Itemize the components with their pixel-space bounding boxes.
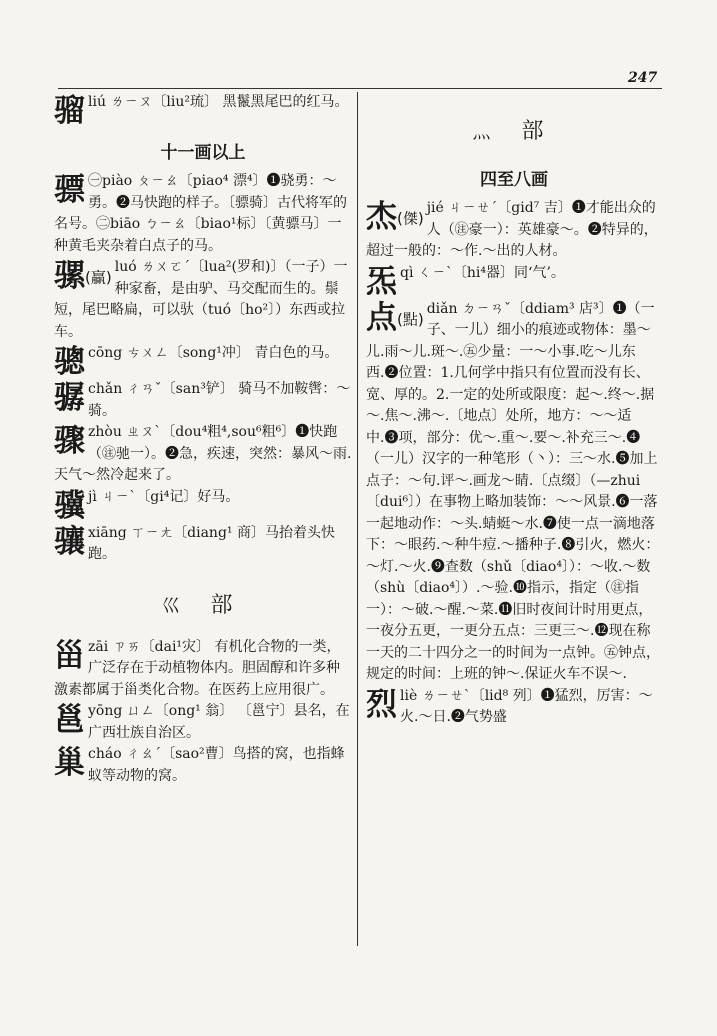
headword-char: 骝: [54, 93, 85, 129]
definition-text: ㊀piào ㄆㄧㄠ〔piao⁴ 漂⁴〕❶骁勇：～勇。❷马快跑的样子。〔骠骑〕古代将军的名号。㊁biāo ㄅㄧㄠ〔biao¹标〕〔黄骠马〕一种黄毛夹杂着白点子的马。: [54, 173, 347, 254]
headword-char: 烈: [366, 686, 397, 723]
dictionary-entry: [366, 263, 662, 299]
headword: [54, 424, 85, 458]
radical-heading-huo: [366, 114, 662, 145]
definition-text: yōng ㄩㄥ〔ong¹ 翁〕 〔邕宁〕县名，在广西壮族自治区。: [88, 703, 350, 741]
headword: [54, 345, 85, 379]
headword: [366, 301, 424, 337]
headword-variant: (點): [397, 310, 424, 328]
headword-variant: (傑): [397, 209, 424, 228]
definition-text: zāi ㄗㄞ〔dai¹灾〕 有机化合物的一类，广泛存在于动植物体内。胆固醇和许多种激素都属于甾类化合物。在医药上应用很广。: [54, 638, 341, 698]
dictionary-entry: [54, 523, 352, 566]
headword-variant: (贏): [85, 268, 112, 287]
dictionary-entry: [54, 487, 352, 523]
headword-char: 点: [366, 299, 397, 336]
headword-char: 炁: [366, 263, 397, 300]
definition-text: cōng ㄘㄨㄥ〔song¹冲〕 青白色的马。: [88, 345, 339, 361]
headword-char: 骡: [54, 258, 85, 294]
headword-char: 骤: [54, 423, 85, 459]
definition-text: jié ㄐㄧㄝˊ〔gid⁷ 吉〕❶才能出众的人（㊟豪一）：英雄豪～。❷特异的，超过一般的：～作.～出的人材。: [366, 200, 658, 259]
headword: [366, 200, 424, 236]
definition-text: diǎn ㄉㄧㄢˇ〔ddiam³ 店³〕❶（一子、一儿）细小的痕迹或物体：墨～儿.雨～儿.斑～.㊄少量：一～小事.吃～儿东西.❷位置：1.几何学中指只有位置而没有长、宽、厚的。2.一定的处所或限度：起～.终～.据～.焦～.沸～.〔地点〕处所，地方：～～适中.❸项，部分：优～.重～.要～.补充三～.❹（一儿）汉字的一种笔形（丶）：三～水.❺加上点子：～句.评～.画龙～睛.〔点缀〕（—zhui〔dui⁶〕）在事物上略加装饰：～～风景.❻一落一起地动作：～头.蜻蜓～水.❼使一点一滴地落下：～眼药.～种牛痘.～播种子.❽引火，燃火：～灯.～火.❾查数（shǔ〔diao⁴〕）：～收.～数（shù〔diao⁴〕）.～验.❿指示，指定（㊟指一）：～破.～醒.～菜.⓫旧时夜间计时用更点，一夜分五更，一更分五点：三更三～.⓬现在称一天的二十四分之一的时间为一点钟。㊄钟点，规定的时间：上班的钟～.保证火车不误～.: [366, 300, 660, 682]
headword: [54, 525, 85, 559]
dictionary-entry: [54, 343, 352, 379]
page-number: 247: [628, 70, 658, 86]
definition-text: chǎn ㄔㄢˇ〔san³铲〕 骑马不加鞍辔：～骑。: [88, 381, 351, 419]
headword: [54, 173, 85, 207]
radical-label: 部: [521, 119, 556, 144]
dictionary-entry: [54, 171, 352, 257]
section-title-four-to-eight-strokes: 四至八画: [480, 170, 548, 190]
headword-char: 甾: [54, 637, 85, 674]
dictionary-entry: [54, 257, 352, 343]
headword-char: 巢: [54, 745, 85, 781]
radical-label: 部: [210, 592, 245, 618]
section-title-eleven-strokes: 十一画以上: [160, 143, 246, 163]
radical-glyph: 灬: [472, 122, 503, 143]
headword: [54, 489, 85, 523]
headword: [54, 94, 85, 128]
headword-char: 骠: [54, 172, 85, 208]
dictionary-entry: [54, 92, 352, 128]
definition-text: zhòu ㄓㄡˋ〔dou⁴粗⁴,sou⁶粗⁶〕❶快跑（㊟驰一）。❷急，疾速，突然：暴风～雨.天气～然冷起来了。: [54, 424, 352, 483]
right-column: [366, 92, 662, 729]
headword: [54, 381, 85, 415]
definition-text: cháo ㄔㄠˊ〔sao²曹〕鸟搭的窝，也指蜂蚁等动物的窝。: [88, 746, 345, 784]
headword: [54, 746, 85, 780]
headword: [54, 703, 85, 737]
dictionary-entry: [54, 422, 352, 487]
headword: [54, 259, 112, 295]
headword-char: 骥: [54, 487, 85, 524]
headword-char: 骣: [54, 380, 85, 416]
headword-char: 邕: [54, 702, 85, 738]
definition-text: luó ㄌㄨㄛˊ〔lua²(罗和)〕（一子）一种家畜，是由驴、马交配而生的。鬃短，尾巴略扁，可以驮（tuó〔ho²〕）东西或拉车。: [54, 259, 348, 340]
dictionary-entry: [366, 299, 662, 686]
radical-glyph: 巛: [161, 595, 192, 617]
headword: [366, 688, 397, 722]
headword: [54, 639, 85, 673]
dictionary-entry: [54, 379, 352, 422]
headword: [366, 265, 397, 299]
dictionary-entry: [54, 637, 352, 702]
dictionary-entry: [366, 198, 662, 263]
definition-text: liè ㄌㄧㄝˋ〔lid⁸ 列〕❶猛烈，厉害：～火.～日.❷气势盛: [400, 687, 653, 725]
column-divider: [357, 92, 358, 946]
dictionary-entry: [54, 701, 352, 744]
dictionary-entry: [366, 686, 662, 729]
definition-text: liú ㄌㄧㄡ〔liu²琉〕 黑鬣黑尾巴的红马。: [88, 94, 349, 110]
definition-text: xiāng ㄒㄧㄤ〔diang¹ 商〕马抬着头快跑。: [88, 524, 335, 562]
radical-heading-zi: [54, 588, 352, 619]
definition-text: qì ㄑㄧˋ〔hi⁴器〕同‘气’。: [400, 264, 565, 281]
definition-text: jì ㄐㄧˋ〔gi⁴记〕好马。: [88, 488, 240, 505]
dictionary-entry: [54, 744, 352, 787]
headword-char: 骧: [54, 523, 85, 560]
headword-char: 杰: [366, 199, 397, 235]
left-column: [54, 92, 352, 787]
header-rule: [58, 88, 662, 89]
headword-char: 骢: [54, 344, 85, 380]
